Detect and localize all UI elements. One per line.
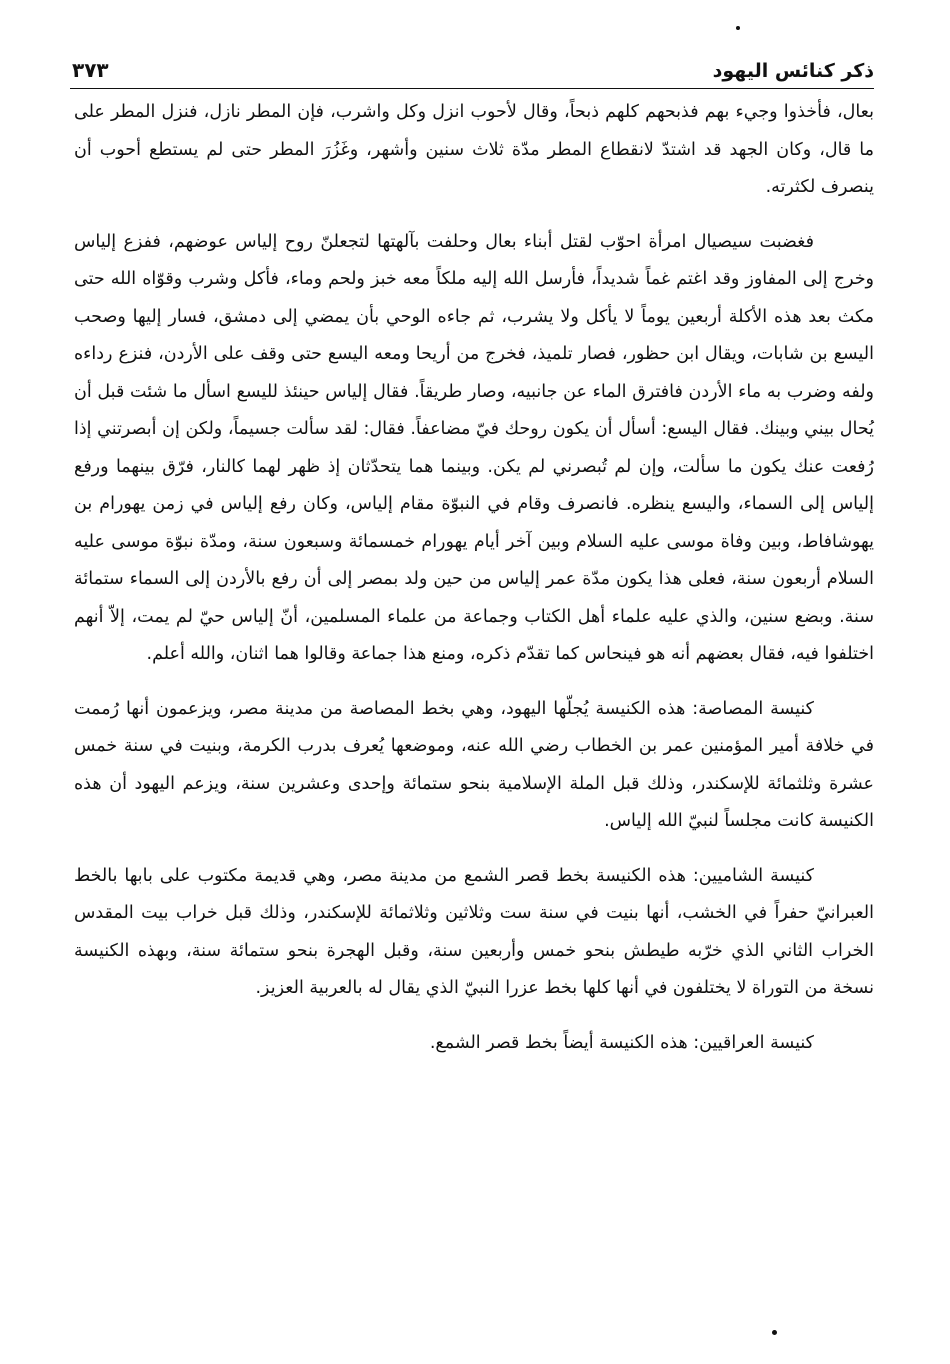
paragraph-shamiyin-synagogue: كنيسة الشاميين: هذه الكنيسة بخط قصر الشمع من مدينة مصر، وهي قديمة مكتوب على بابها بالخط العبرانيّ حفراً في الخشب، أنها بنيت في سنة ست وثلاثين وثلاثمائة للإسكندر، وذلك قبل خراب بيت المقدس الخراب الثاني الذي خرّبه طيطش بنحو خمس وأربعين سنة، وقبل الهجرة بنحو ستمائة سنة، وبهذه الكنيسة نسخة من التوراة لا يختلفون في أنها كلها بخط عزرا النبيّ الذي يقال له بالعربية العزيز. xyxy=(74,865,874,998)
body-text xyxy=(74,94,874,1062)
paragraph-elias-rain: بعال، فأخذوا وجيء بهم فذبحهم كلهم ذبحاً، وقال لأحوب انزل وكل واشرب، فإن المطر نازل، فنزل المطر على ما قال، وكان الجهد قد اشتدّ لانقطاع المطر مدّة ثلاث سنين وأشهر، وغَزُرَ المطر حتى لم يستطع أحوب أن ينصرف لكثرته. xyxy=(74,102,874,197)
paragraph-elias-ascension: فغضبت سيصيال امرأة احوّب لقتل أبناء بعال وحلفت بآلهتها لتجعلنّ روح إلياس عوضهم، ففزع إلياس وخرج إلى المفاوز وقد اغتم غماً شديداً، فأرسل الله إليه ملكاً معه خبز ولحم وماء، فأكل وشرب وقوّاه الله حتى مكث بعد هذه الأكلة أربعين يوماً لا يأكل ولا يشرب، ثم جاءه الوحي بأن يمضي إلى دمشق، فسار إليها وصحب اليسع بن شابات، ويقال ابن حظور، فصار تلميذ، فخرج من أريحا ومعه اليسع حتى وقف على الأردن، فنزع رداءه ولفه وضرب به ماء الأردن فافترق الماء عن جانبيه، وصار طريقاً. فقال إلياس حينئذ لليسع اسأل ما شئت قبل أن يُحال بيني وبينك. فقال اليسع: أسأل أن يكون روحك فيّ مضاعفاً. فقال: لقد سألت جسيماً، ولكن إن أبصرتني إذا رُفعت عنك يكون ما سألت، وإن لم تُبصرني لم يكن. وبينما هما يتحدّثان إذ ظهر لهما كالنار، فرّق بينهما ورفع إلياس إلى السماء، واليسع ينظره. فانصرف وقام في النبوّة مقام إلياس، وكان رفع إلياس في زمن يهورام بن يهوشافاط، وبين وفاة موسى عليه السلام وبين آخر أيام يهورام خمسمائة وسبعون سنة، ومدّة نبوّة موسى عليه السلام أربعون سنة، فعلى هذا يكون مدّة عمر إلياس من حين ولد بمصر إلى أن رفع بالأردن إلى السماء ستمائة سنة. وبضع سنين، والذي عليه علماء أهل الكتاب وجماعة من علماء المسلمين، أنّ إلياس حيّ لم يمت، إلاّ أنهم اختلفوا فيه، فقال بعضهم أنه هو فينحاس كما تقدّم ذكره، ومنع هذا جماعة وقالوا هما اثنان، والله أعلم. xyxy=(74,231,874,664)
printer-dot-mark-bottom xyxy=(772,1330,777,1335)
paragraph-iraqiyin-synagogue: كنيسة العراقيين: هذه الكنيسة أيضاً بخط قصر الشمع. xyxy=(429,1032,814,1053)
header-rule xyxy=(70,88,874,89)
page-number: ٣٧٣ xyxy=(72,58,109,82)
paragraph-masasa-synagogue: كنيسة المصاصة: هذه الكنيسة يُجلّها اليهود، وهي بخط المصاصة من مدينة مصر، ويزعمون أنها رُممت في خلافة أمير المؤمنين عمر بن الخطاب رضي الله عنه، وموضعها يُعرف بدرب الكرمة، وبنيت في سنة خمس عشرة وثلثمائة للإسكندر، وذلك قبل الملة الإسلامية بنحو ستمائة وإحدى وعشرين سنة، ويزعم اليهود أن هذه الكنيسة كانت مجلساً لنبيّ الله إلياس. xyxy=(74,698,874,831)
page-header xyxy=(72,42,874,82)
printer-dot-mark xyxy=(736,26,740,30)
running-title: ذكر كنائس اليهود xyxy=(712,60,874,82)
